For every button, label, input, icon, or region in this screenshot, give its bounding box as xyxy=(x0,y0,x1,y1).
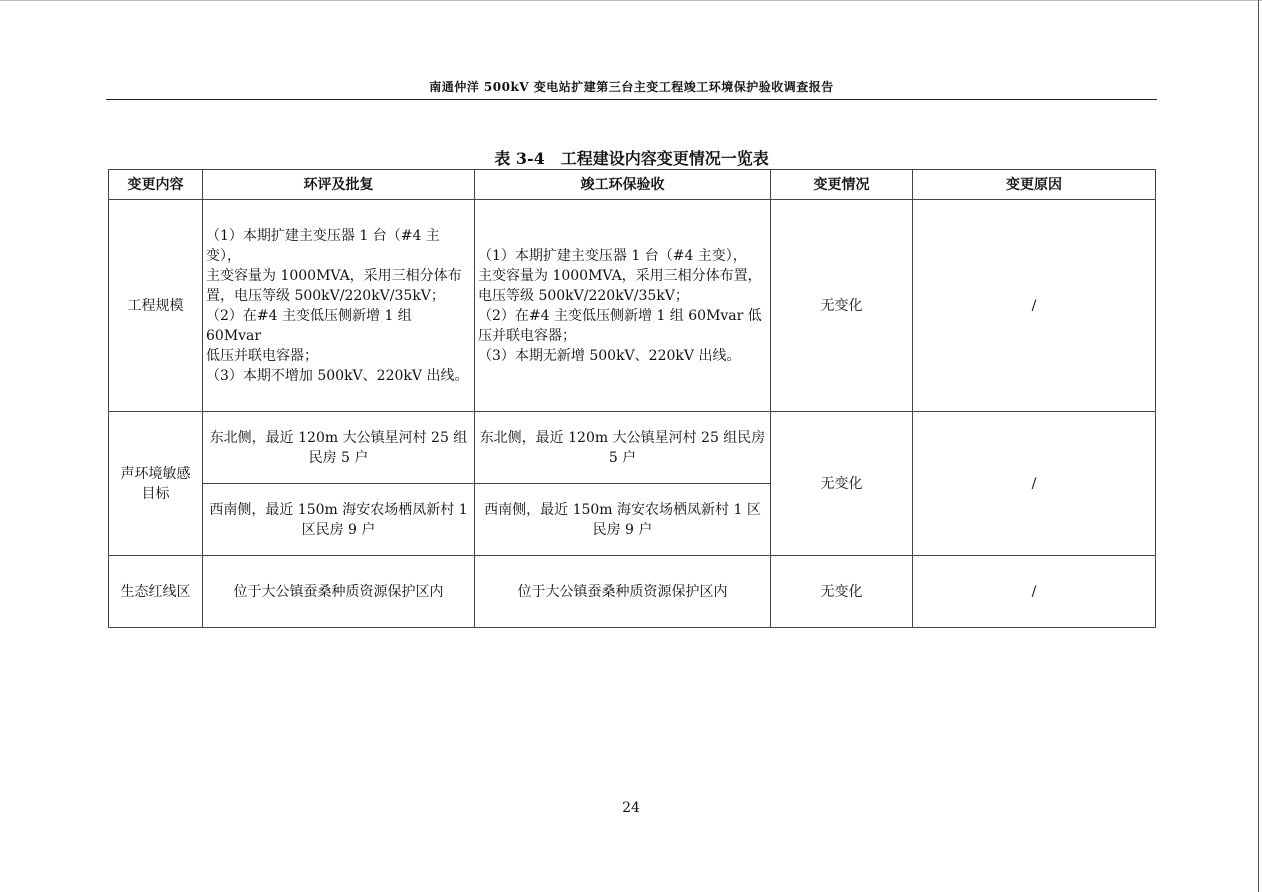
page-number: 24 xyxy=(622,800,640,816)
change-summary-table xyxy=(108,169,1156,628)
acceptance-scale-line: 压并联电容器； xyxy=(478,327,576,344)
cell-eia-noise-northeast: 东北侧，最近 120m 大公镇星河村 25 组民房 5 户 xyxy=(203,412,475,484)
cell-acceptance-eco: 位于大公镇蚕桑种质资源保护区内 xyxy=(475,556,771,628)
cell-reason-scale: / xyxy=(913,200,1156,412)
cell-item-scale: 工程规模 xyxy=(109,200,203,412)
acceptance-scale-line: （3）本期无新增 500kV、220kV 出线。 xyxy=(478,347,741,364)
acceptance-scale-line: 主变容量为 1000MVA，采用三相分体布置， xyxy=(478,267,762,284)
cell-acceptance-scale xyxy=(475,200,771,412)
column-header-change: 变更情况 xyxy=(771,170,913,200)
column-header-item: 变更内容 xyxy=(109,170,203,200)
cell-eia-eco: 位于大公镇蚕桑种质资源保护区内 xyxy=(203,556,475,628)
eia-scale-line: （2）在#4 主变低压侧新增 1 组 60Mvar xyxy=(206,307,412,344)
cell-item-eco: 生态红线区 xyxy=(109,556,203,628)
acceptance-scale-line: 电压等级 500kV/220kV/35kV； xyxy=(478,287,689,304)
header-divider xyxy=(106,99,1157,100)
cell-change-noise: 无变化 xyxy=(771,412,913,556)
eia-scale-line: （1）本期扩建主变压器 1 台（#4 主变）， xyxy=(206,227,440,264)
cell-reason-noise: / xyxy=(913,412,1156,556)
eia-scale-line: 低压并联电容器； xyxy=(206,347,318,364)
table-caption: 表 3-4 工程建设内容变更情况一览表 xyxy=(494,149,769,168)
acceptance-scale-line: （2）在#4 主变低压侧新增 1 组 60Mvar 低 xyxy=(478,307,762,324)
acceptance-scale-line: （1）本期扩建主变压器 1 台（#4 主变）， xyxy=(478,247,747,264)
cell-eia-scale xyxy=(203,200,475,412)
eia-scale-line: （3）本期不增加 500kV、220kV 出线。 xyxy=(206,367,469,384)
cell-item-noise: 声环境敏感目标 xyxy=(109,412,203,556)
cell-eia-noise-southwest: 西南侧，最近 150m 海安农场栖凤新村 1 区民房 9 户 xyxy=(203,484,475,556)
table-row-noise xyxy=(109,412,1156,484)
cell-change-scale: 无变化 xyxy=(771,200,913,412)
table-row-eco xyxy=(109,556,1156,628)
eia-scale-line: 主变容量为 1000MVA，采用三相分体布 xyxy=(206,267,462,284)
table-header-row xyxy=(109,170,1156,200)
column-header-eia: 环评及批复 xyxy=(203,170,475,200)
column-header-acceptance: 竣工环保验收 xyxy=(475,170,771,200)
cell-change-eco: 无变化 xyxy=(771,556,913,628)
page-right-edge xyxy=(1258,0,1259,892)
page-top-edge xyxy=(0,0,1262,1)
column-header-reason: 变更原因 xyxy=(913,170,1156,200)
cell-acceptance-noise-southwest: 西南侧，最近 150m 海安农场栖凤新村 1 区民房 9 户 xyxy=(475,484,771,556)
eia-scale-line: 置，电压等级 500kV/220kV/35kV； xyxy=(206,287,445,304)
cell-reason-eco: / xyxy=(913,556,1156,628)
table-row-scale xyxy=(109,200,1156,412)
report-header-title: 南通仲洋 500kV 变电站扩建第三台主变工程竣工环境保护验收调查报告 xyxy=(429,80,834,94)
cell-acceptance-noise-northeast: 东北侧，最近 120m 大公镇星河村 25 组民房 5 户 xyxy=(475,412,771,484)
